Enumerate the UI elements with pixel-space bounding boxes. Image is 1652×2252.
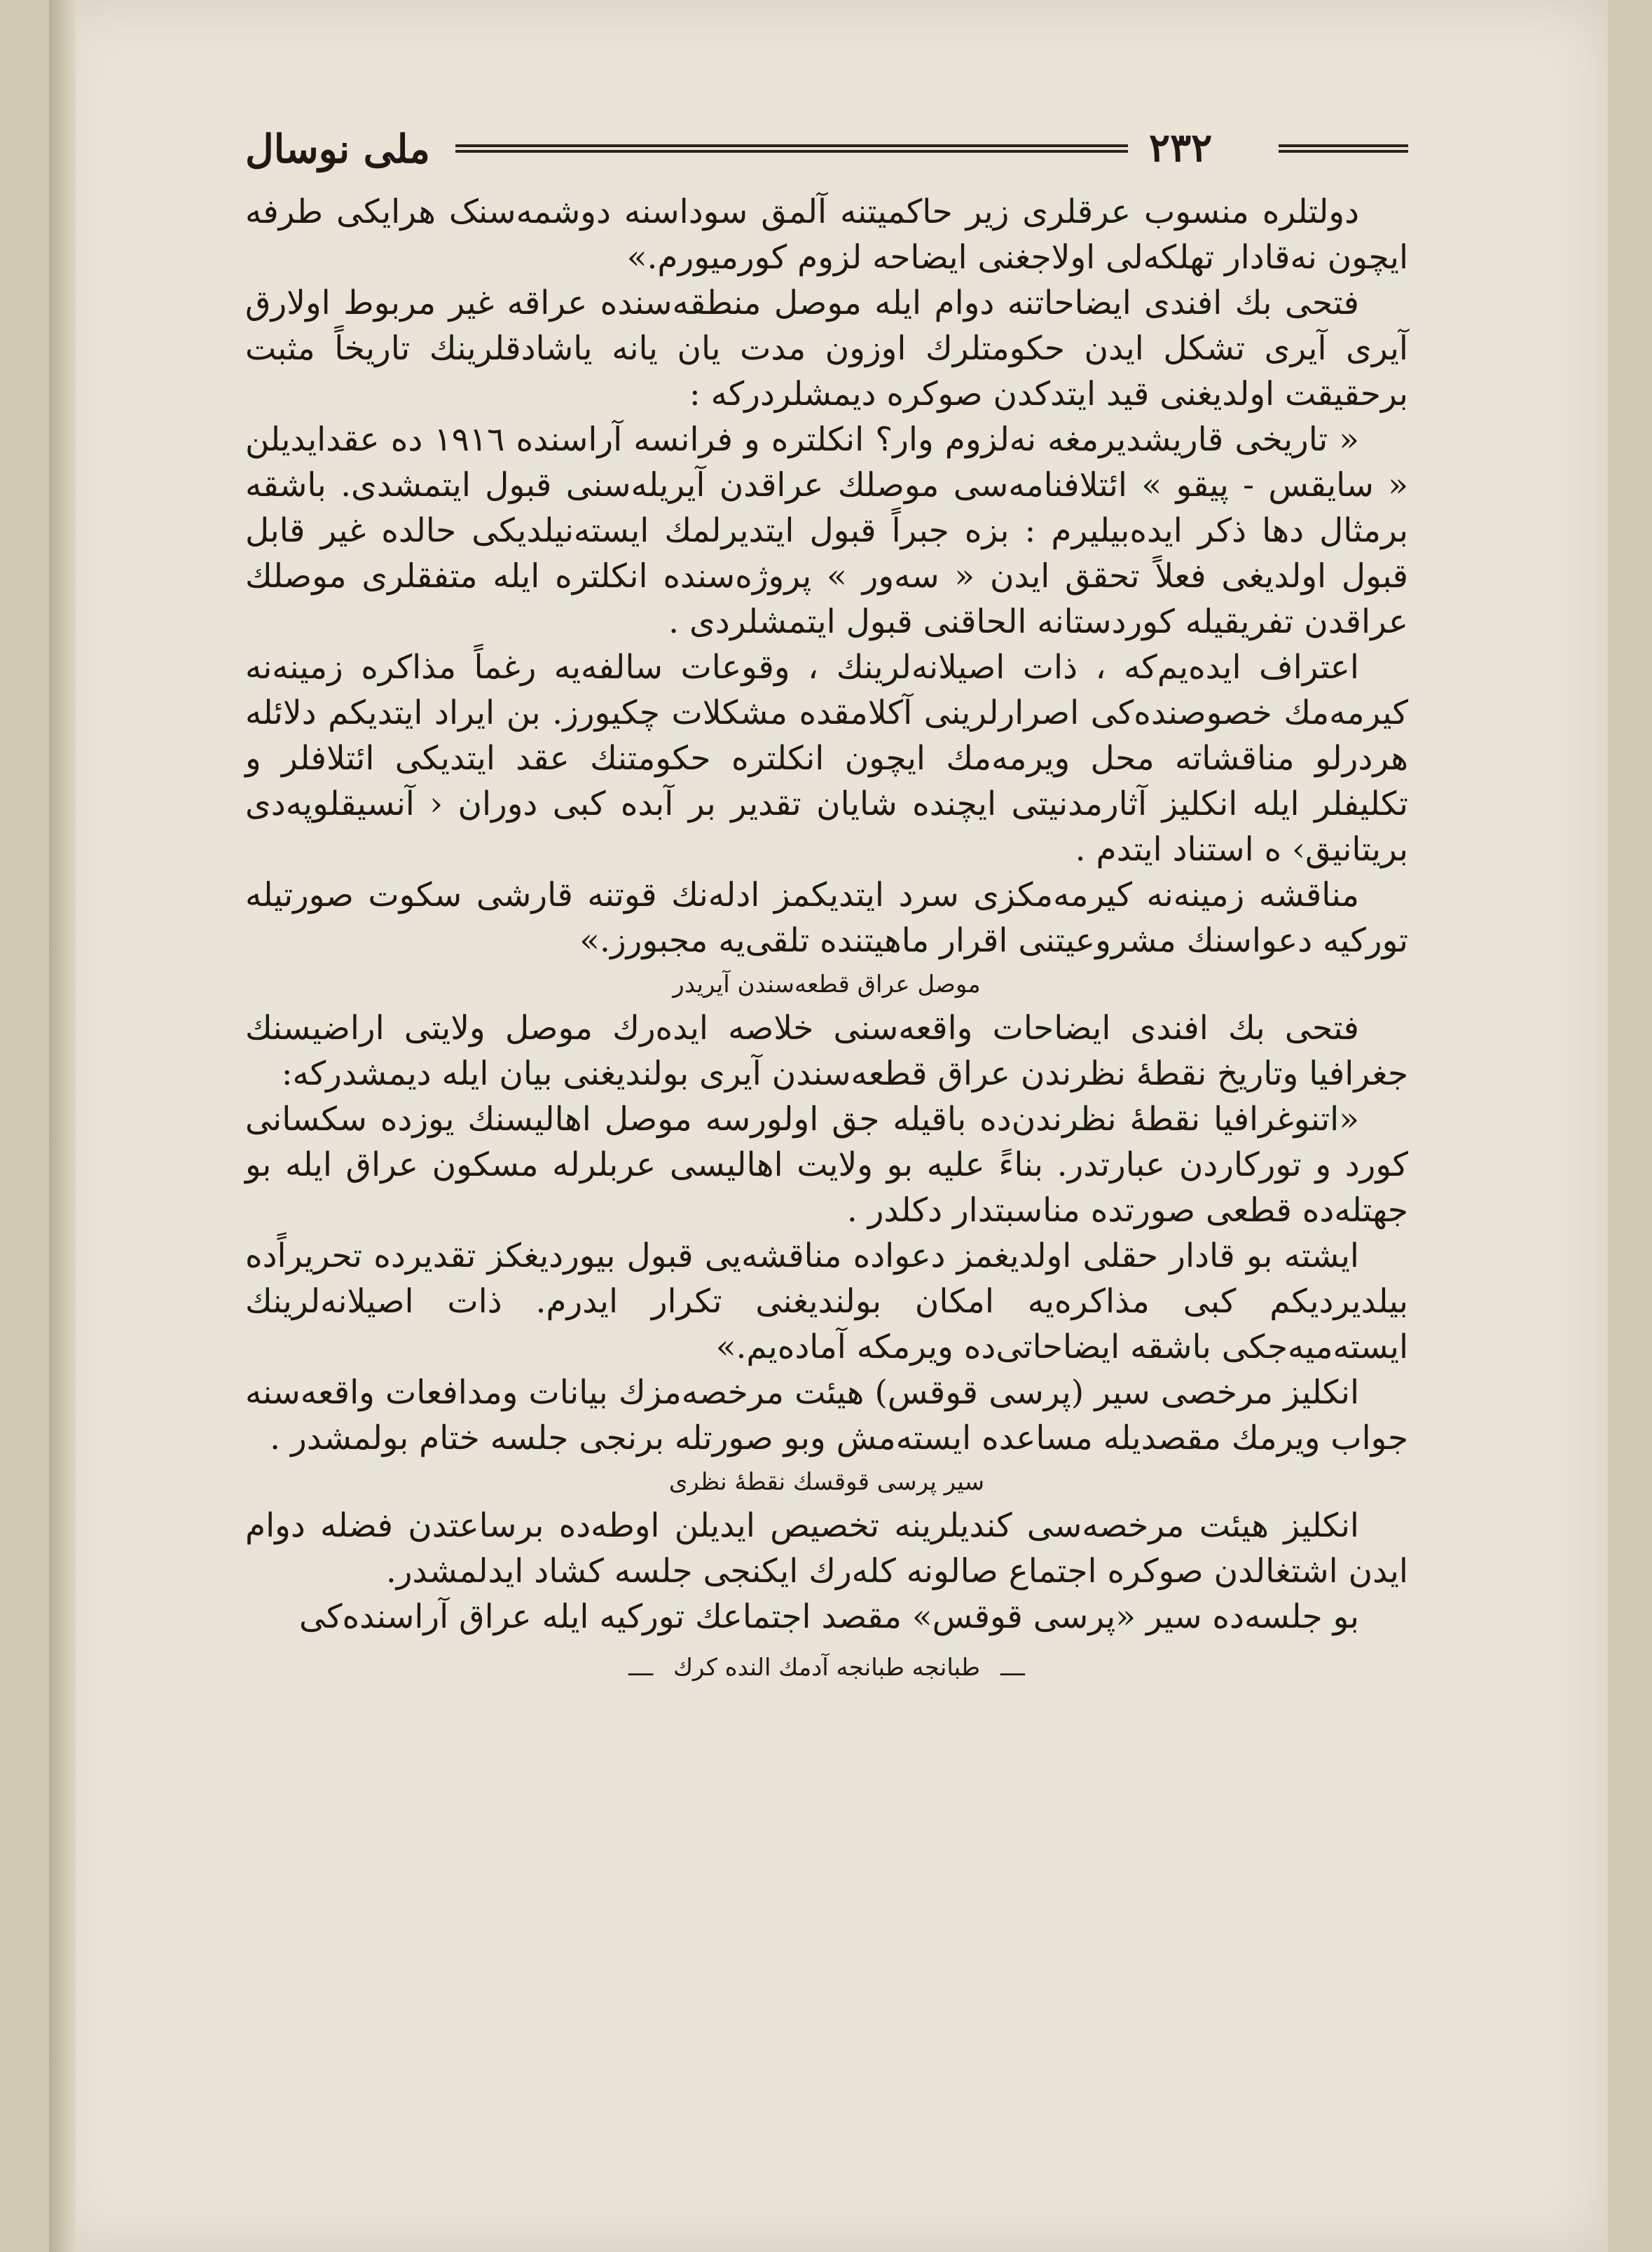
paragraph: «اتنوغرافیا نقطهٔ نظرندن‌ده باقیله‌ جق اولورسه موصل اهالیسنك یوزده سکسانی کورد و تورکاردن عبارتدر. بناءً علیه بو ولایت اهالیسی عربلرله مسکون عراق ایله بو جهتله‌ده قطعی صورتده مناسبتدار دکلدر . [245,1100,1408,1230]
running-header [245,105,1408,189]
paragraph: بو جلسه‌ده سیر «پرسی قوقس» مقصد اجتماعك تورکیه ایله عراق آراسنده‌کی [298,1598,1359,1636]
paragraph: انکلیز هیئت مرخصه‌سی کندیلرینه تخصیص ایدیلن اوطه‌ده برساعتدن فضله دوام ایدن اشتغالدن صوکره اجتماع صالونه کله‌رك ایکنجی جلسه کشاد ایدلمشدر. [245,1506,1408,1591]
section-subheading: موصل عراق قطعه‌سندن آیریدر [673,970,981,998]
footer-text: طبانجه طبانجه آدمك النده کرك [673,1654,980,1682]
document-page [245,105,1408,2179]
paragraph: « تاریخی قاریشدیرمغه نه‌لزوم وار؟ انکلتره و فرانسه آراسنده ١٩١٦ ده عقدایدیلن « سایقس - پیقو » ائتلافنامه‌سی موصلك عراقدن آیریله‌سنی قبول ایتمشدی. باشقه برمثال دها ذکر ایده‌بیلیرم : بزه جبراً قبول ایتدیرلمك ایسته‌نیلدیکی حالده غیر قابل قبول اولدیغی فعلاً تحقق ایدن « سه‌ور » پروژه‌سنده انکلتره ایله متفقلری موصلك عراقدن تفریقیله کوردستانه الحاقنی قبول ایتمشلردی . [245,420,1408,641]
journal-title: ملی نوسال [245,126,430,172]
page-footer-proverb [245,1647,1408,1690]
section-subheading: سیر پرسی قوقسك نقطهٔ نظری [668,1468,985,1496]
paragraph: فتحی بك افندی ایضاحاتنه دوام ایله موصل منطقه‌سنده عراقه غیر مربوط اولارق آیری آیری تشکل ایدن حکومتلرك اوزون مدت یان یانه یاشادقلرینك تاریخاً مثبت برحقیقت اولدیغنی قید ایتدکدن صوکره دیمشلردرکه : [245,284,1408,413]
paragraph: انکلیز مرخصی سیر (پرسی قوقس) هیئت مرخصه‌مزك بیانات ومدافعات واقعه‌سنه جواب ویرمك مقصدیله مساعده ایسته‌مش وبو صورتله برنجی جلسه ختام بولمشدر . [245,1373,1408,1457]
paragraph: فتحی بك افندی ایضاحات واقعه‌سنی خلاصه ایده‌رك موصل ولایتی اراضیسنك جغرافیا وتاریخ نقطهٔ نظرندن عراق قطعه‌سندن آیری بولندیغنی بیان ایله دیمشدرکه: [245,1009,1408,1093]
page-number: ٢٣٢ [1149,125,1213,171]
paragraph: دولتلره منسوب عرقلری زیر حاکمیتنه آلمق سوداسنه دوشمه‌سنک هرایکی طرفه ایچون نه‌قادار تهلکه‌لی اولاجغنی ایضاحه لزوم کورمیورم.» [245,193,1408,277]
paragraph: ایشته بو قادار حقلی اولدیغمز دعواده مناقشه‌یی قبول بیوردیغکز تقدیرده تحریراًده بیلدیردیکم کبی مذاکره‌یه امکان بولندیغنی تکرار ایدرم. ذات اصیلانه‌لرینك ایسته‌میه‌جکی باشقه ایضاحاتی‌ده ویرمکه آماده‌یم.» [245,1237,1408,1366]
paragraph: اعتراف ایده‌یم‌که ، ذات اصیلانه‌لرینك ، وقوعات سالفه‌یه رغماً مذاکره زمینه‌نه کیرمه‌مك خصوصنده‌کی اصرارلرینی آکلامقده مشکلات چکیورز. بن ایراد ایتدیکم دلائله هردرلو مناقشاته محل ویرمه‌مك ایچون انکلتره حکومتنك عقد ایتدیکی ائتلافلر و تکلیفلر ایله انکلیز آثارمدنیتی ایچنده شایان تقدیر بر آبده کبی دوران ‹ آنسیقلوپه‌دی بریتانیق› ه استناد ایتدم . [245,648,1408,869]
page-gutter [49,0,76,2252]
footer-ornament-right: ــــ [1000,1656,1025,1681]
article-body [245,189,1408,1640]
header-rule-left [455,144,1128,153]
header-rule-right [1279,144,1408,153]
paragraph: مناقشه زمینه‌نه کیرمه‌مکزی سرد ایتدیکمز ادله‌نك قوتنه قارشی سکوت صورتیله تورکیه دعواسنك مشروعیتنی اقرار ماهیتنده تلقی‌یه مجبورز.» [245,876,1408,960]
footer-ornament-left: ــــ [628,1656,654,1681]
